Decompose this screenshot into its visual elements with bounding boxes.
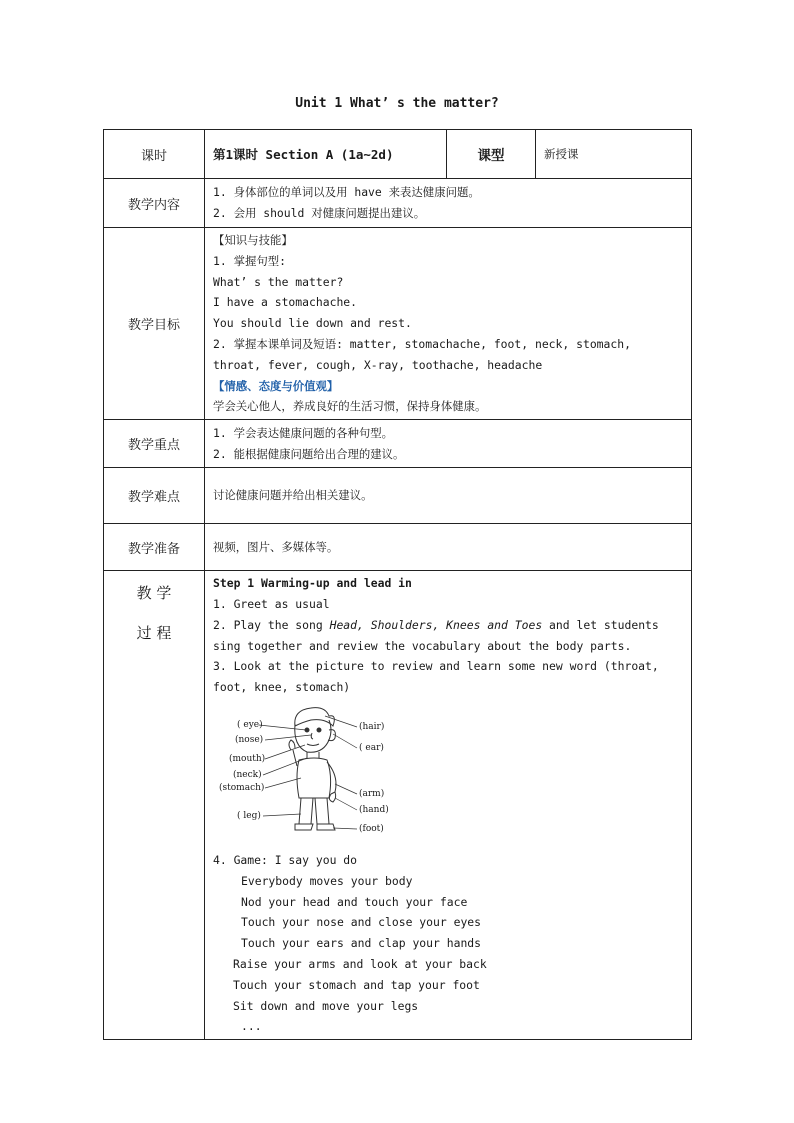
sentence: I have a stomachache. xyxy=(213,295,358,310)
label-leg: ( leg) xyxy=(237,810,261,821)
sentence: What’ s the matter? xyxy=(213,274,344,289)
knowledge-heading: 【知识与技能】 xyxy=(213,233,293,247)
label-nose: (nose) xyxy=(235,734,264,745)
content-label: 教学内容 xyxy=(104,179,205,228)
preparation-label: 教学准备 xyxy=(104,524,205,571)
body-parts-figure xyxy=(215,706,415,846)
game-line: Raise your arms and look at your back xyxy=(233,956,487,971)
label-stomach: (stomach) xyxy=(219,782,265,793)
emotion-text: 学会关心他人，养成良好的生活习惯，保持身体健康。 xyxy=(213,399,487,414)
objective-line: 1. 掌握句型: xyxy=(213,253,286,268)
step-heading: Step 1 Warming-up and lead in xyxy=(213,576,412,591)
content-item: 2. 会用 should 对健康问题提出建议。 xyxy=(213,206,426,220)
song-prefix: 2. Play the song xyxy=(213,617,330,632)
lesson-type-label: 课型 xyxy=(447,130,536,179)
sentence: You should lie down and rest. xyxy=(213,316,412,331)
lesson-plan-table xyxy=(103,129,692,1040)
process-item-song xyxy=(213,615,683,657)
game-line: Touch your ears and clap your hands xyxy=(241,936,482,951)
difficulties-text: 讨论健康问题并给出相关建议。 xyxy=(205,468,692,524)
period-value: 第1课时 Section A (1a~2d) xyxy=(205,130,447,179)
process-item: 4. Game: I say you do xyxy=(213,852,358,867)
label-arm: (arm) xyxy=(359,788,385,799)
process-label-line: 过 程 xyxy=(136,624,172,643)
label-eye: ( eye) xyxy=(237,719,263,730)
label-neck: (neck) xyxy=(233,769,262,780)
preparation-text: 视频，图片、多媒体等。 xyxy=(205,524,692,571)
process-label-line: 教 学 xyxy=(136,584,172,603)
content-item: 1. 身体部位的单词以及用 have 来表达健康问题。 xyxy=(213,185,480,200)
content-row xyxy=(104,179,692,228)
preparation-row xyxy=(104,524,692,571)
song-suffix: and let students sing together and review the vocabulary about the body parts. xyxy=(213,617,659,653)
process-item: 3. Look at the picture to review and learn some new word (throat, foot, knee, stomach) xyxy=(213,659,659,695)
period-label: 课时 xyxy=(104,130,205,179)
game-line: Sit down and move your legs xyxy=(233,998,419,1013)
key-point-item: 2. 能根据健康问题给出合理的建议。 xyxy=(213,446,405,461)
objectives-row xyxy=(104,228,692,420)
game-line: Touch your nose and close your eyes xyxy=(241,915,482,930)
objective-line: 2. 掌握本课单词及短语: matter, stomachache, foot, neck, stomach, throat, fever, cough, X-ray, toothache, headache xyxy=(213,336,631,372)
label-foot: (foot) xyxy=(359,823,384,834)
song-title: Head, Shoulders, Knees and Toes xyxy=(329,617,543,632)
difficulties-label: 教学难点 xyxy=(104,468,205,524)
emotion-heading: 【情感、态度与价值观】 xyxy=(213,378,339,393)
label-mouth: (mouth) xyxy=(229,753,266,764)
objectives-cell xyxy=(205,228,692,420)
key-point-item: 1. 学会表达健康问题的各种句型。 xyxy=(213,425,394,440)
label-hair: (hair) xyxy=(359,721,385,732)
lesson-type-value: 新授课 xyxy=(536,130,692,179)
process-label xyxy=(104,571,205,1040)
key-points-cell xyxy=(205,420,692,468)
game-line: Everybody moves your body xyxy=(241,873,413,888)
process-item: 1. Greet as usual xyxy=(213,596,330,611)
objectives-label: 教学目标 xyxy=(104,228,205,420)
difficulties-row xyxy=(104,468,692,524)
process-row xyxy=(104,571,692,1040)
key-points-row xyxy=(104,420,692,468)
game-line: Nod your head and touch your face xyxy=(241,894,468,909)
ellipsis: ... xyxy=(241,1019,262,1034)
content-cell xyxy=(205,179,692,228)
label-hand: (hand) xyxy=(359,804,389,815)
header-row xyxy=(104,130,692,179)
key-points-label: 教学重点 xyxy=(104,420,205,468)
game-line: Touch your stomach and tap your foot xyxy=(233,977,480,992)
process-cell xyxy=(205,571,692,1040)
label-ear: ( ear) xyxy=(359,742,384,753)
page-title: Unit 1 What’ s the matter? xyxy=(295,96,499,111)
